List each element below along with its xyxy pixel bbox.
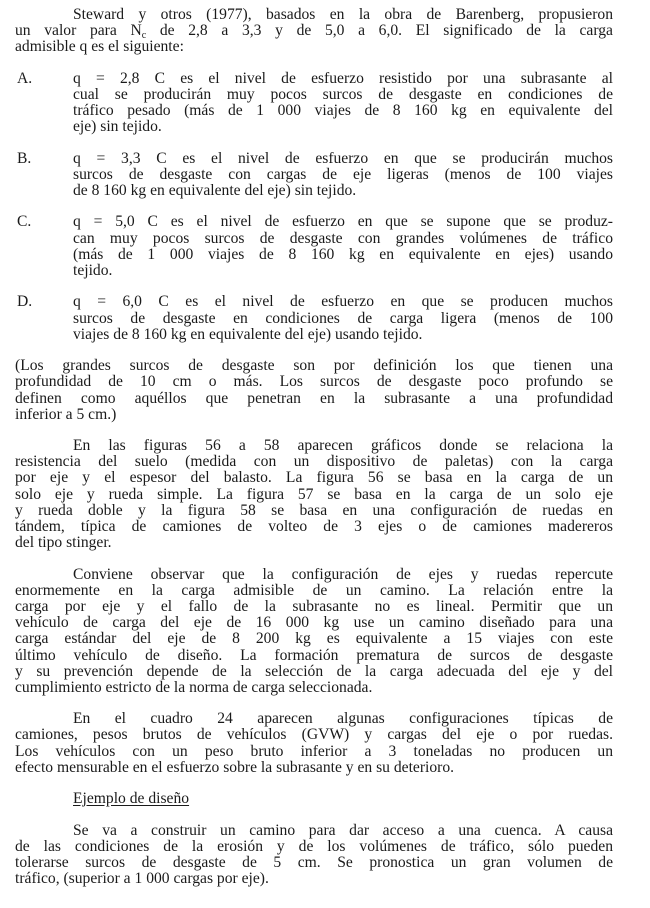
list-item bbox=[15, 151, 613, 200]
text-line: (Los grandes surcos de desgaste son por definición los que tienen una bbox=[15, 357, 613, 375]
text-line: tráfico, (superior a 1 000 cargas por eje). bbox=[15, 870, 269, 888]
list-item bbox=[15, 294, 613, 343]
text-line: eje) sin tejido. bbox=[73, 118, 162, 136]
text-line: Los vehículos con un peso bruto inferior a 3 toneladas no producen un bbox=[15, 742, 613, 760]
text-run: de 2,8 a 3,3 y de 5,0 a 6,0. El significado de la carga bbox=[146, 22, 613, 40]
list-item-body bbox=[73, 214, 613, 279]
paragraph bbox=[15, 438, 613, 551]
text-line: tolerarse surcos de desgaste de 5 cm. Se pronostica un gran volumen de bbox=[15, 853, 613, 871]
intro-paragraph bbox=[15, 7, 613, 56]
text-line: inferior a 5 cm.) bbox=[15, 405, 117, 423]
text-line: definen como aquéllos que penetran en la subrasante a una profundidad bbox=[15, 389, 613, 407]
text-line: tándem, típica de camiones de volteo de 3 ejes o de camiones madereros bbox=[15, 518, 613, 535]
text-line: carga estándar del eje de 8 200 kg es equivalente a 15 viajes con este bbox=[15, 630, 613, 648]
text-line: profundidad de 10 cm o más. Los surcos de desgaste poco profundo se bbox=[15, 373, 613, 391]
text-line: de las condiciones de la erosión y de los volúmenes de tráfico, sólo pueden bbox=[15, 837, 613, 855]
text-line: q = 3,3 C es el nivel de esfuerzo en que se producirán muchos bbox=[73, 149, 613, 167]
text-line: admisible q es el siguiente: bbox=[15, 38, 184, 56]
text-line: y su prevención depende de la selección de la carga adecuada del eje y del bbox=[15, 662, 613, 680]
paragraph bbox=[15, 567, 613, 697]
text-line: surcos de desgaste con cargas de eje ligeras (menos de 100 viajes bbox=[73, 165, 613, 183]
text-line: cual se producirán muy pocos surcos de desgaste en condiciones de bbox=[73, 85, 613, 103]
text-line: En el cuadro 24 aparecen algunas configuraciones típicas de bbox=[73, 710, 613, 728]
list-item bbox=[15, 214, 613, 279]
text-line: q = 6,0 C es el nivel de esfuerzo en que se producen muchos bbox=[73, 293, 613, 311]
subscript: c bbox=[141, 30, 147, 42]
text-line: vehículo de carga del eje de 16 000 kg use un camino diseñado para una bbox=[15, 614, 613, 632]
text-line: tejido. bbox=[73, 262, 113, 279]
text-line: cumplimiento estricto de la norma de carga seleccionada. bbox=[15, 678, 373, 696]
text-line: q = 2,8 C es el nivel de esfuerzo resistido por una subrasante al bbox=[73, 69, 613, 87]
text-line: Conviene observar que la configuración de ejes y ruedas repercute bbox=[73, 565, 613, 583]
text-line: de 8 160 kg en equivalente del eje) sin tejido. bbox=[73, 182, 357, 200]
list-item bbox=[15, 71, 613, 136]
text-line: viajes de 8 160 kg en equivalente del eje) usando tejido. bbox=[73, 325, 423, 343]
list-item-body bbox=[73, 294, 613, 343]
text-line: último vehículo de diseño. La formación prematura de surcos de desgaste bbox=[15, 646, 613, 664]
paragraph bbox=[15, 358, 613, 423]
list-item-body bbox=[73, 71, 613, 136]
list-item-label: D. bbox=[17, 293, 33, 311]
text-run: un valor para N bbox=[15, 22, 142, 40]
text-line: En las figuras 56 a 58 aparecen gráficos donde se relaciona la bbox=[73, 437, 613, 455]
text-line: enormemente en la carga admisible de un camino. La relación entre la bbox=[15, 581, 613, 599]
text-line bbox=[15, 22, 613, 42]
text-line: carga por eje y el fallo de la subrasante no es lineal. Permitir que un bbox=[15, 597, 613, 615]
text-line: surcos de desgaste en condiciones de carga ligera (menos de 100 bbox=[73, 309, 613, 327]
text-line: Se va a construir un camino para dar acceso a una cuenca. A causa bbox=[73, 821, 613, 839]
list-item-label: B. bbox=[17, 149, 32, 167]
section-heading-text: Ejemplo de diseño bbox=[73, 790, 190, 808]
text-line: (más de 1 000 viajes de 8 160 kg en equivalente en ejes) usando bbox=[73, 245, 613, 263]
paragraph bbox=[15, 823, 613, 888]
document-page bbox=[15, 7, 613, 903]
section-heading bbox=[15, 791, 613, 807]
list-item-label: A. bbox=[17, 69, 33, 87]
list-item-label: C. bbox=[17, 213, 32, 231]
list-item-body bbox=[73, 151, 613, 200]
text-line: camiones, pesos brutos de vehículos (GVW) y cargas del eje o por ruedas. bbox=[15, 726, 613, 744]
text-line: resistencia del suelo (medida con un dispositivo de paletas) con la carga bbox=[15, 453, 613, 471]
text-line: efecto mensurable en el esfuerzo sobre la subrasante y en su deterioro. bbox=[15, 758, 455, 776]
text-line: q = 5,0 C es el nivel de esfuerzo en que se supone que se produz- bbox=[73, 213, 613, 231]
text-line: y rueda doble y la figura 58 se basa en una configuración de ruedas en bbox=[15, 501, 613, 519]
text-line: solo eje y rueda simple. La figura 57 se basa en la carga de un solo eje bbox=[15, 485, 613, 503]
text-line: can muy pocos surcos de desgaste con grandes volúmenes de tráfico bbox=[73, 229, 613, 247]
text-line: del tipo stinger. bbox=[15, 534, 112, 552]
text-line: Steward y otros (1977), basados en la obra de Barenberg, propusieron bbox=[73, 6, 613, 23]
paragraph bbox=[15, 711, 613, 776]
text-line: tráfico pesado (más de 1 000 viajes de 8 160 kg en equivalente del bbox=[73, 102, 613, 120]
text-line: por eje y el espesor del balasto. La figura 56 se basa en la carga de un bbox=[15, 469, 613, 487]
